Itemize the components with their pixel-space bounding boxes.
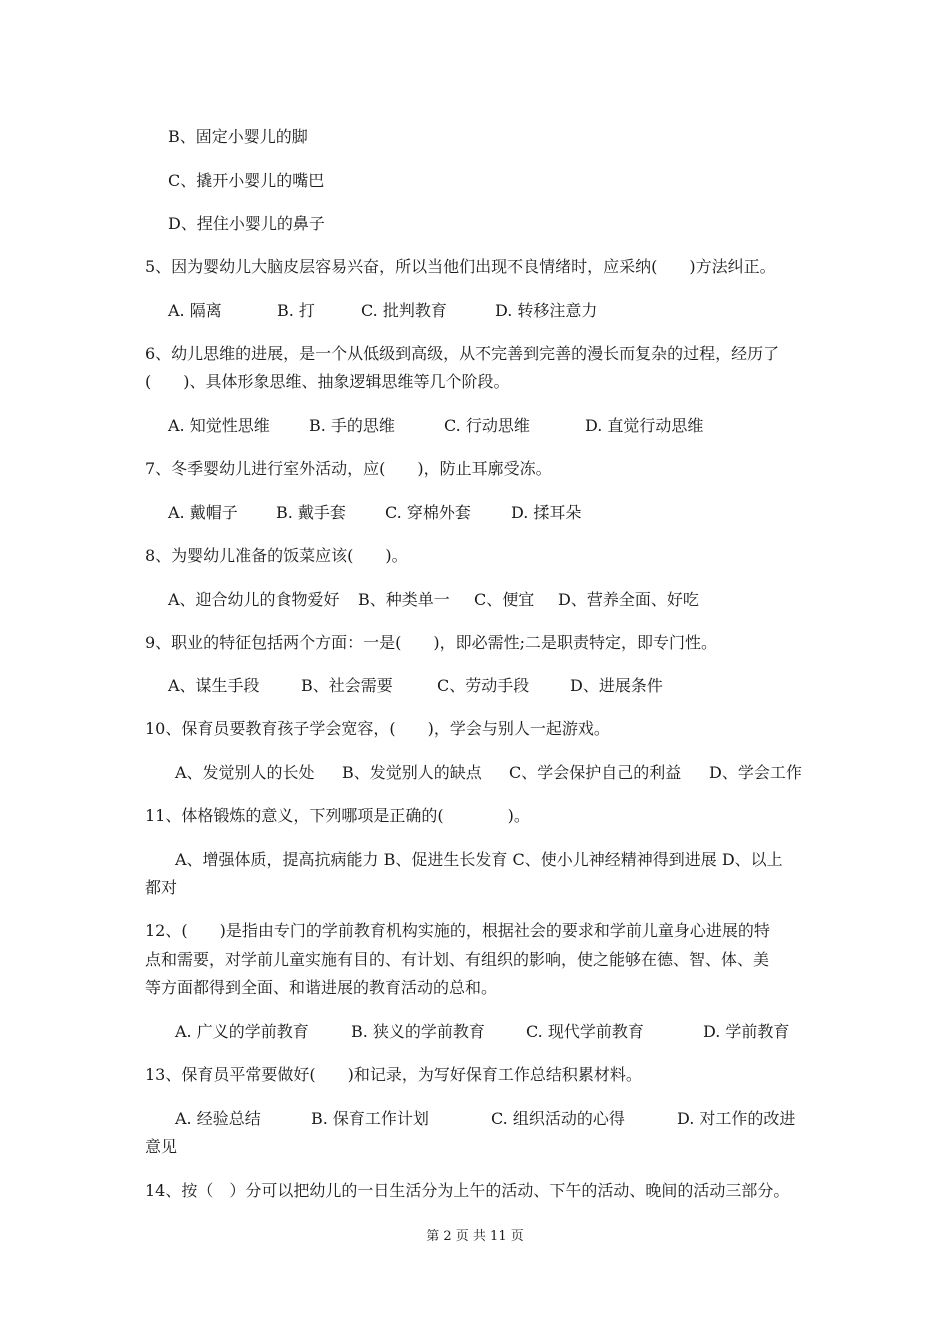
q7-option-c: C. 穿棉外套	[385, 503, 471, 522]
q13-options-line2: 意见	[145, 1137, 178, 1156]
q10-options	[175, 758, 839, 787]
q11-options-line2: 都对	[145, 878, 178, 897]
q12-option-c: C. 现代学前教育	[526, 1022, 644, 1041]
q8-option-b: B、种类单一	[358, 590, 450, 609]
q8-option-c: C、便宜	[474, 590, 535, 609]
q6-option-b: B. 手的思维	[309, 416, 395, 435]
q6-option-c: C. 行动思维	[444, 416, 530, 435]
q9-option-c: C、劳动手段	[437, 676, 530, 695]
q10-option-a: A、发觉别人的长处	[175, 763, 315, 782]
q12-stem-line2: 点和需要，对学前儿童实施有目的、有计划、有组织的影响，使之能够在德、智、体、美	[145, 950, 770, 969]
q12-options	[175, 1017, 839, 1046]
q5-option-c: C. 批判教育	[361, 301, 447, 320]
q9-option-d: D、进展条件	[570, 676, 663, 695]
q12-option-d: D. 学前教育	[703, 1022, 790, 1041]
q13-option-c: C. 组织活动的心得	[491, 1109, 625, 1128]
q4-option-b: B、固定小婴儿的脚	[168, 127, 308, 146]
q9-option-b: B、社会需要	[301, 676, 393, 695]
q14-stem: 14、按（ ）分可以把幼儿的一日生活分为上午的活动、下午的活动、晚间的活动三部分。	[145, 1181, 790, 1200]
q12-option-b: B. 狭义的学前教育	[351, 1022, 485, 1041]
q7-option-a: A. 戴帽子	[168, 503, 238, 522]
q5-stem: 5、因为婴幼儿大脑皮层容易兴奋，所以当他们出现不良情绪时，应采纳( )方法纠正。	[145, 257, 776, 276]
q10-option-c: C、学会保护自己的利益	[509, 763, 682, 782]
q8-option-a: A、迎合幼儿的食物爱好	[168, 590, 340, 609]
q7-option-d: D. 揉耳朵	[511, 503, 582, 522]
page-footer: 第 2 页 共 11 页	[426, 1229, 524, 1244]
q13-option-b: B. 保育工作计划	[311, 1109, 429, 1128]
q4-option-d: D、捏住小婴儿的鼻子	[168, 214, 325, 233]
q9-options	[168, 671, 832, 700]
q10-option-b: B、发觉别人的缺点	[342, 763, 482, 782]
q6-option-a: A. 知觉性思维	[168, 416, 270, 435]
q13-options	[175, 1104, 839, 1133]
q8-stem: 8、为婴幼儿准备的饭菜应该( )。	[145, 546, 408, 565]
q12-option-a: A. 广义的学前教育	[175, 1022, 309, 1041]
q12-stem-line3: 等方面都得到全面、和谐进展的教育活动的总和。	[145, 978, 498, 997]
q11-stem: 11、体格锻炼的意义，下列哪项是正确的( )。	[145, 806, 530, 825]
q7-stem: 7、冬季婴幼儿进行室外活动，应( )，防止耳廓受冻。	[145, 459, 552, 478]
q13-stem: 13、保育员平常要做好( )和记录，为写好保育工作总结积累材料。	[145, 1065, 642, 1084]
q8-option-d: D、营养全面、好吃	[558, 590, 699, 609]
q6-options	[168, 411, 832, 440]
q7-option-b: B. 戴手套	[276, 503, 346, 522]
q5-option-d: D. 转移注意力	[495, 301, 598, 320]
q6-option-d: D. 直觉行动思维	[585, 416, 704, 435]
q5-option-b: B. 打	[277, 301, 315, 320]
q9-stem: 9、职业的特征包括两个方面：一是( )，即必需性;二是职责特定，即专门性。	[145, 633, 718, 652]
q4-option-c: C、撬开小婴儿的嘴巴	[168, 171, 325, 190]
q11-options-line1: A、增强体质，提高抗病能力 B、促进生长发育 C、使小儿神经精神得到进展 D、以上	[175, 850, 783, 869]
q9-option-a: A、谋生手段	[168, 676, 260, 695]
q8-options	[168, 585, 832, 614]
q10-option-d: D、学会工作	[709, 763, 802, 782]
q10-stem: 10、保育员要教育孩子学会宽容，( )，学会与别人一起游戏。	[145, 719, 610, 738]
q12-stem-line1: 12、( )是指由专门的学前教育机构实施的，根据社会的要求和学前儿童身心进展的特	[145, 921, 770, 940]
q13-option-a: A. 经验总结	[175, 1109, 261, 1128]
q6-stem-line2: ( )、具体形象思维、抽象逻辑思维等几个阶段。	[145, 372, 510, 391]
q6-stem-line1: 6、幼儿思维的进展，是一个从低级到高级，从不完善到完善的漫长而复杂的过程，经历了	[145, 344, 780, 363]
q7-options	[168, 498, 832, 527]
q13-option-d: D. 对工作的改进	[677, 1109, 796, 1128]
q5-option-a: A. 隔离	[168, 301, 222, 320]
q5-options	[168, 296, 832, 325]
